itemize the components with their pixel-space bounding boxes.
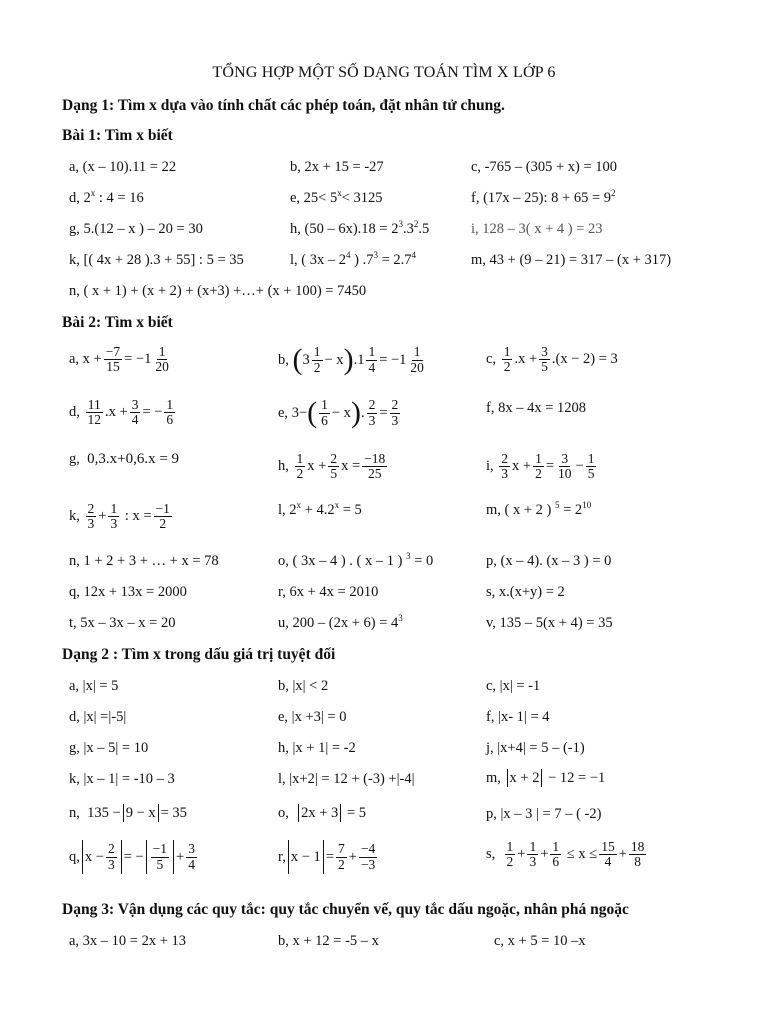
bai2-h: h, $\frac{1}{2}$ x + $\frac{2}{5}$ x = $\frac{-18}{25}$ [278, 451, 386, 482]
bai2-c: c, $\frac{1}{2}$ .x + $\frac{3}{5}$ .(x − 2) = 3 [486, 344, 618, 375]
dang2-q: q, x − $\frac{2}{3}$ = − $\frac{-1}{5}$ + $\frac{3}{4}$ [69, 840, 199, 874]
dang2-s: s, $\frac{1}{2}$ + $\frac{1}{3}$ + $\frac{1}{6}$ ≤ x ≤ $\frac{15}{4}$ + $\frac{18}{8}$ [486, 839, 645, 870]
bai2-heading: Bài 2: Tìm x biết [62, 314, 173, 331]
dang2-c: c, |x| = -1 [486, 678, 541, 694]
dang2-h: h, |x + 1| = -2 [278, 740, 356, 756]
bai1-d: d, 2$^x$ : 4 = 16 [69, 188, 144, 206]
dang2-m: m, x + 2 − 12 = −1 [486, 769, 606, 786]
dang2-heading: Dạng 2 : Tìm x trong dấu giá trị tuyệt đối [62, 646, 336, 663]
dang2-a: a, |x| = 5 [69, 678, 119, 694]
bai2-d: d, $\frac{11}{12}$ .x + $\frac{3}{4}$ = − $\frac{1}{6}$ [69, 397, 174, 428]
bai2-a: a, x + $\frac{-7}{15}$ = −1 $\frac{1}{20}$ [69, 344, 169, 375]
bai2-o: o, ( 3x – 4 ) . ( x – 1 ) $^3$ = 0 [278, 551, 434, 569]
bai2-f: f, 8x – 4x = 1208 [486, 400, 587, 416]
bai1-a: a, (x – 10).11 = 22 [69, 159, 177, 175]
bai1-c: c, -765 – (305 + x) = 100 [471, 159, 618, 175]
bai2-g: g, 0,3.x+0,6.x = 9 [69, 451, 180, 467]
bai2-q: q, 12x + 13x = 2000 [69, 584, 187, 600]
bai2-i: i, $\frac{2}{3}$ x + $\frac{1}{2}$ = $\frac{3}{10}$ − $\frac{1}{5}$ [486, 451, 595, 482]
bai1-f: f, (17x – 25): $8 + 65 = 9^2$ [471, 188, 616, 206]
bai1-heading: Bài 1: Tìm x biết [62, 127, 173, 144]
bai1-b: b, 2x + 15 = -27 [290, 159, 384, 175]
dang3-b: b, x + 12 = -5 – x [278, 933, 379, 949]
bai2-e: e, 3− ( $\frac{1}{6}$ − x ) . $\frac{2}{3}$ = $\frac{2}{3}$ [278, 396, 399, 429]
dang2-f: f, |x- 1| = 4 [486, 709, 550, 725]
dang3-heading: Dạng 3: Vận dụng các quy tắc: quy tắc chuyển vế, quy tắc dấu ngoặc, nhân phá ngoặc [62, 901, 629, 918]
bai2-v: v, 135 – 5(x + 4) = 35 [486, 615, 613, 631]
bai1-g: g, 5.(12 – x ) – 20 = 30 [69, 221, 203, 237]
bai2-m: m, ( x + 2 ) $^5 = 2^{10}$ [486, 500, 592, 518]
dang2-l: l, |x+2| = 12 + (-3) +|-4| [278, 771, 415, 787]
bai2-b: b, ( 3 $\frac{1}{2}$ − x ) .1 $\frac{1}{4}$ = −1 $\frac{1}{20}$ [278, 343, 424, 376]
dang1-heading: Dạng 1: Tìm x dựa vào tính chất các phép toán, đặt nhân tử chung. [62, 97, 505, 114]
dang2-b: b, |x| < 2 [278, 678, 329, 694]
bai2-t: t, 5x – 3x – x = 20 [69, 615, 176, 631]
dang3-a: a, 3x – 10 = 2x + 13 [69, 933, 187, 949]
bai1-e: e, $25< 5^x< 3125$ [290, 188, 383, 206]
dang2-j: j, |x+4| = 5 – (-1) [486, 740, 585, 756]
bai2-k: k, $\frac{2}{3}$ + $\frac{1}{3}$ : x = $\frac{-1}{2}$ [69, 501, 170, 532]
bai2-s: s, x.(x+y) = 2 [486, 584, 565, 600]
bai2-p: p, (x – 4). (x – 3 ) = 0 [486, 553, 612, 569]
dang2-e: e, |x +3| = 0 [278, 709, 347, 725]
bai2-r: r, 6x + 4x = 2010 [278, 584, 379, 600]
bai2-u: u, $200 - (2x + 6) = 4^3$ [278, 613, 403, 631]
bai1-l: l, ( $3x - 2^4$ ) $.7^3 = 2.7^4$ [290, 250, 417, 268]
dang3-c: c, x + 5 = 10 –x [494, 933, 586, 949]
bai1-n: n, ( x + 1) + (x + 2) + (x+3) +…+ (x + 100) = 7450 [69, 283, 367, 299]
dang2-r: r, x − 1 = $\frac{7}{2}$ + $\frac{-4}{-3}$ [278, 840, 379, 874]
dang2-n: n, 135 − 9 − x = 35 [69, 804, 187, 821]
bai1-h: h, $(50 - 6x).18 = 2^3.3^2.5$ [290, 219, 430, 237]
dang2-p: p, |x – 3 | = 7 – ( -2) [486, 806, 602, 822]
page-title: TỔNG HỢP MỘT SỐ DẠNG TOÁN TÌM X LỚP 6 [212, 64, 556, 81]
bai1-k: k, [( 4x + 28 ).3 + 55] : 5 = 35 [69, 252, 244, 268]
dang2-d: d, |x| =|-5| [69, 709, 127, 725]
bai2-l: l, $2^x + 4.2^x = 5$ [278, 500, 362, 518]
dang2-g: g, |x – 5| = 10 [69, 740, 149, 756]
bai1-m: m, 43 + (9 – 21) = 317 – (x + 317) [471, 252, 672, 268]
dang2-k: k, |x – 1| = -10 – 3 [69, 771, 175, 787]
bai1-i: i, 128 – 3( x + 4 ) = 23 [471, 221, 603, 237]
bai2-n: n, 1 + 2 + 3 + … + x = 78 [69, 553, 219, 569]
dang2-o: o, 2x + 3 = 5 [278, 804, 366, 821]
